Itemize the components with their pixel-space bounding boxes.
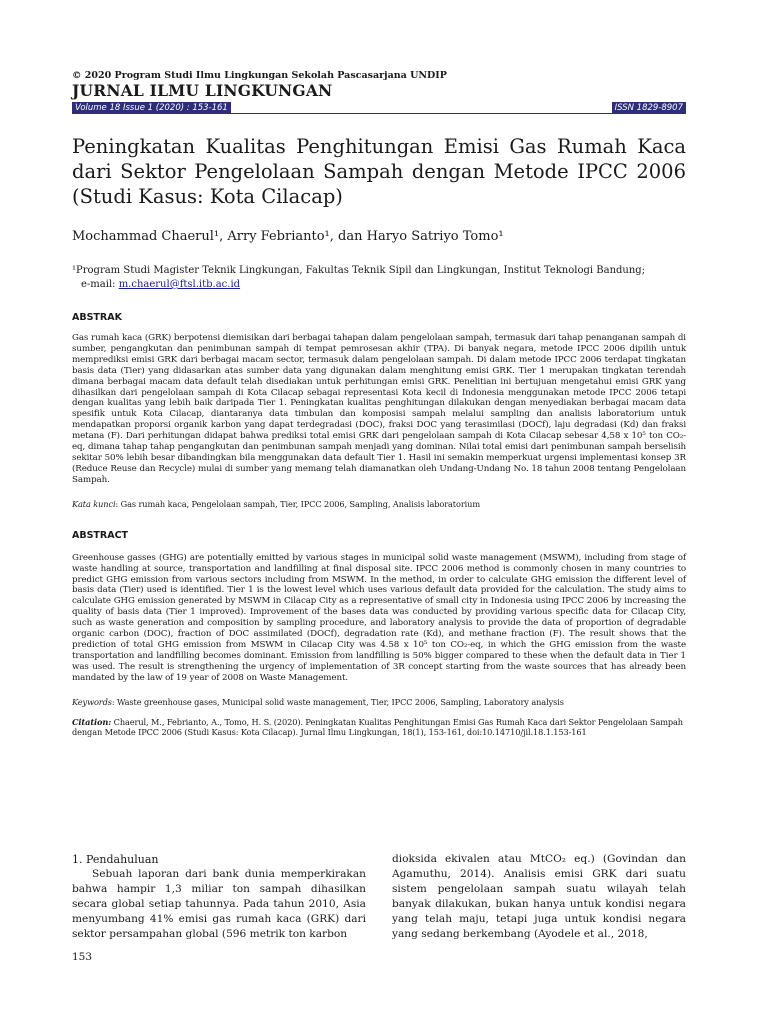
journal-name: JURNAL ILMU LINGKUNGAN	[72, 81, 333, 100]
issn-label: ISSN 1829-8907	[612, 102, 686, 114]
section-title: 1. Pendahuluan	[72, 853, 159, 866]
volume-label: Volume 18 Issue 1 (2020) : 153-161	[72, 102, 231, 114]
email-label: e-mail:	[81, 279, 119, 290]
citation	[72, 717, 686, 738]
left-paragraph: Sebuah laporan dari bank dunia memperkirakan bahwa hampir 1,3 miliar ton sampah dihasilkan secara global setiap tahunnya. Pada tahun 2010, Asia menyumbang 41% emisi gas rumah kaca (GRK) dari sektor persampahan global (596 metrik ton karbon	[72, 868, 366, 940]
article-page	[72, 70, 686, 738]
email-link[interactable]: m.chaerul@ftsl.itb.ac.id	[118, 279, 241, 290]
affiliation-text: ¹Program Studi Magister Teknik Lingkungan, Fakultas Teknik Sipil dan Lingkungan, Institut Teknologi Bandung;	[72, 265, 646, 276]
left-column	[72, 852, 366, 942]
keywords-text: : Waste greenhouse gases, Municipal solid waste management, Tier, IPCC 2006, Sampling, Laboratory analysis	[111, 696, 564, 707]
email-line	[72, 278, 686, 292]
abstract-heading: ABSTRACT	[72, 529, 129, 541]
author-list: Mochammad Chaerul¹, Arry Febrianto¹, dan Haryo Satriyo Tomo¹	[72, 229, 504, 244]
right-column	[392, 852, 686, 942]
keywords	[72, 697, 686, 708]
abstrak-text: Gas rumah kaca (GRK) berpotensi diemisikan dari berbagai tahapan dalam pengelolaan sampah, termasuk dari tahap penanganan sampah di sumber, pengangkutan dan penimbunan sampah di tempat pemrosesan akhir (TPA). Di banyak negara, metode IPCC 2006 dipilih untuk memprediksi emisi GRK dari berbagai macam sector, termasuk dalam pengelolaan sampah. Di dalam metode IPCC 2006 terdapat tingkatan basis data (Tier) yang didasarkan atas sumber data yang digunakan dalam menghitung emisi GRK. Tier 1 merupakan tingkatan terendah dimana berbagai macam data default telah disediakan untuk perhitungan emisi GRK. Penelitian ini bertujuan mengetahui emisi GRK yang dihasilkan dari pengelolaan sampah di Kota Cilacap sebagai representasi Kota kecil di Indonesia menggunakan metode IPCC 2006 tetapi dengan kualitas yang lebih baik daripada Tier 1. Peningkatan kualitas penghitungan dilakukan dengan menyediakan berbagai macam data spesifik untuk Kota Cilacap, diantaranya data timbulan dan komposisi sampah melalui sampling dan analisis laboratorium untuk mendapatkan proporsi organik karbon yang dapat terdegradasi (DOC), fraksi DOC yang terasimilasi (DOCf), laju degradasi (Kd) dan fraksi metana (F). Dari perhitungan didapat bahwa prediksi total emisi GRK dari pengelolaan sampah di Kota Cilacap sebesar 4,58 x 10⁵ ton CO₂-eq, dimana tahap tahap pengangkutan dan penimbunan sampah menjadi yang dominan. Nilai total emisi dari penimbunan sampah berselisih sekitar 50% lebih besar dibandingkan bila menggunakan data default Tier 1. Hasil ini semakin memperkuat urgensi implementasi konsep 3R (Reduce Reuse dan Recycle) mulai di sumber yang memang telah diamanatkan oleh Undang-Undang No. 18 tahun 2008 tentang Pengelolaan Sampah.	[72, 333, 686, 485]
right-paragraph: dioksida ekivalen atau MtCO₂ eq.) (Govindan dan Agamuthu, 2014). Analisis emisi GRK dari suatu sistem pengelolaan sampah suatu wilayah telah banyak dilakukan, bukan hanya untuk kondisi negara yang telah maju, tetapi juga untuk kondisi negara yang sedang berkembang (Ayodele et al., 2018,	[392, 853, 686, 940]
header-rule	[72, 113, 686, 114]
affiliation	[72, 264, 686, 292]
citation-label: Citation:	[72, 716, 112, 727]
page-number: 153	[72, 951, 93, 963]
kata-kunci	[72, 499, 686, 510]
citation-text: Chaerul, M., Febrianto, A., Tomo, H. S. (2020). Peningkatan Kualitas Penghitungan Emisi Gas Rumah Kaca dari Sektor Pengelolaan Sampah dengan Metode IPCC 2006 (Studi Kasus: Kota Cilacap). Jurnal Ilmu Lingkungan, 18(1), 153-161, doi:10.14710/jil.18.1.153-161	[72, 716, 683, 738]
kata-kunci-text: : Gas rumah kaca, Pengelolaan sampah, Tier, IPCC 2006, Sampling, Analisis laboratorium	[115, 498, 480, 509]
copyright-line: © 2020 Program Studi Ilmu Lingkungan Sekolah Pascasarjana UNDIP	[72, 70, 447, 81]
keywords-label: Keywords	[72, 696, 112, 707]
kata-kunci-label: Kata kunci	[72, 498, 116, 509]
volume-bar	[72, 102, 686, 114]
abstract-text: Greenhouse gasses (GHG) are potentially emitted by various stages in municipal solid waste management (MSWM), including from stage of waste handling at source, transportation and landfilling at final disposal site. IPCC 2006 method is commonly chosen in many countries to predict GHG emission from various sectors including from MSWM. In the method, in order to calculate GHG emission the different level of basis data (Tier) used is identified. Tier 1 is the lowest level which uses various default data provided for the calculation. The study aims to calculate GHG emission generated by MSWM in Cilacap City as a representative of small city in Indonesia using IPCC 2006 by increasing the quality of basis data (Tier 1 improved). Improvement of the bases data was conducted by providing various specific data for Cilacap City, such as waste generation and composition by sampling procedure, and laboratory analysis to provide the data of proportion of degradable organic carbon (DOC), fraction of DOC assimilated (DOCf), degradation rate (Kd), and methane fraction (F). The result shows that the prediction of total GHG emission from MSWM in Cilacap City was 4.58 x 10⁵ ton CO₂-eq, in which the GHG emission from the waste transportation and landfilling becomes dominant. Emission from landfilling is 50% bigger compared to these when the default data in Tier 1 was used. The result is strengthening the urgency of implementation of 3R concept starting from the waste sources that has already been mandated by the law of 19 year of 2008 on Waste Management.	[72, 552, 686, 683]
abstrak-heading: ABSTRAK	[72, 312, 122, 323]
article-title: Peningkatan Kualitas Penghitungan Emisi Gas Rumah Kaca dari Sektor Pengelolaan Sampah dengan Metode IPCC 2006 (Studi Kasus: Kota Cilacap)	[72, 135, 686, 208]
